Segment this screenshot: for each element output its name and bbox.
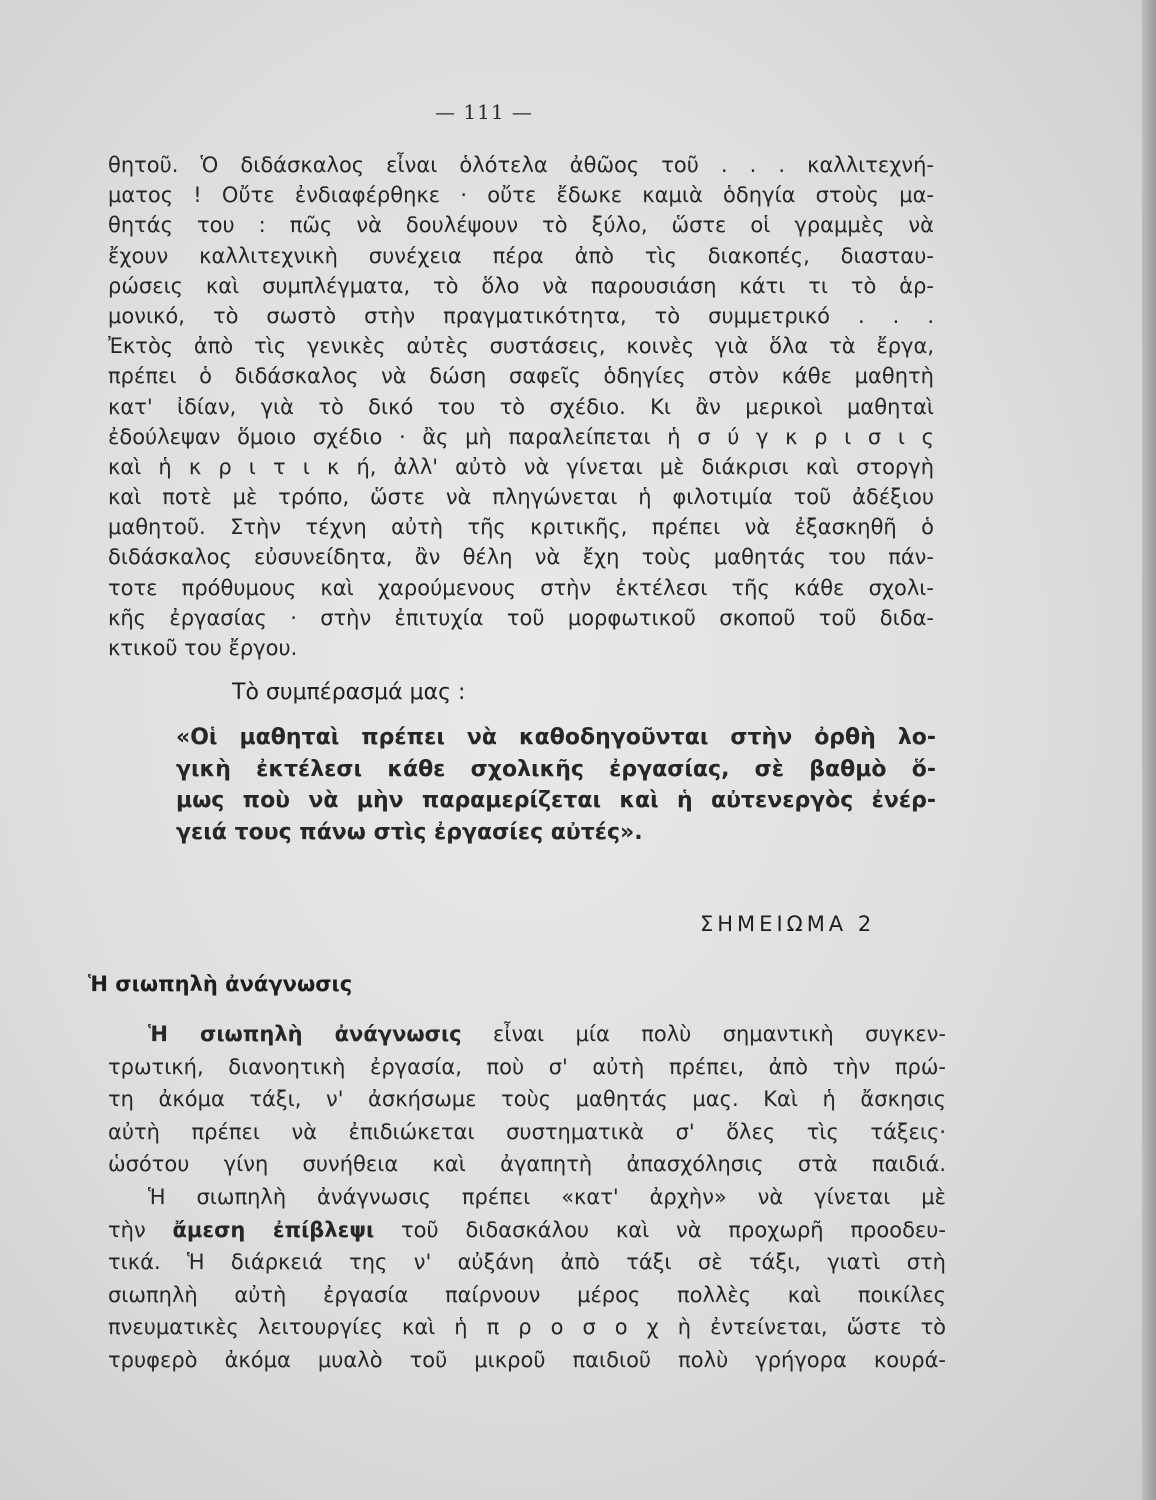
text-span: τὴν — [108, 1217, 173, 1242]
text-line: τικά. Ἡ διάρκειά της ν' αὐξάνη ἀπὸ τάξι σὲ τάξι, γιατὶ στὴ — [108, 1250, 946, 1275]
text-line: καὶ ἡ κ ρ ι τ ι κ ή, ἀλλ' αὐτὸ νὰ γίνεται μὲ διάκρισι καὶ στοργὴ — [108, 454, 934, 479]
text-line — [108, 1018, 946, 1051]
text-line — [108, 1214, 946, 1247]
conclusion-line: γικὴ ἐκτέλεσι κάθε σχολικῆς ἐργασίας, σὲ βαθμὸ ὅ- — [176, 756, 936, 782]
text-line: τοτε πρόθυμους καὶ χαρούμενους στὴν ἐκτέλεσι τῆς κάθε σχολι- — [108, 575, 934, 600]
text-line: Ἐκτὸς ἀπὸ τὶς γενικὲς αὐτὲς συστάσεις, κοινὲς γιὰ ὅλα τὰ ἔργα, — [108, 334, 934, 359]
text-line: ὡσότου γίνη συνήθεια καὶ ἀγαπητὴ ἀπασχόλησις στὰ παιδιά. — [108, 1152, 946, 1177]
text-line: ἔχουν καλλιτεχνικὴ συνέχεια πέρα ἀπὸ τὶς διακοπές, διασταυ- — [108, 243, 934, 268]
text-line: μαθητοῦ. Στὴν τέχνη αὐτὴ τῆς κριτικῆς, πρέπει νὰ ἐξασκηθῆ ὁ — [108, 515, 934, 540]
text-line: αὐτὴ πρέπει νὰ ἐπιδιώκεται συστηματικὰ σ' ὅλες τὶς τάξεις· — [108, 1119, 946, 1144]
lead-rest: εἶναι μία πολὺ σημαντικὴ συγκεν- — [461, 1022, 946, 1046]
conclusion-line: «Οἱ μαθηταὶ πρέπει νὰ καθοδηγοῦνται στὴν ὀρθὴ λο- — [176, 725, 936, 750]
text-line: κατ' ἰδίαν, γιὰ τὸ δικό του τὸ σχέδιο. Κι ἂν μερικοὶ μαθηταὶ — [108, 394, 934, 419]
text-line: ματος ! Οὔτε ἐνδιαφέρθηκε · οὔτε ἔδωκε καμιὰ ὁδηγία στοὺς μα- — [108, 183, 934, 208]
paragraph-2 — [108, 1018, 946, 1377]
page-number: — 111 — — [435, 100, 533, 124]
text-span: τοῦ διδασκάλου καὶ νὰ προχωρῆ προοδευ- — [374, 1217, 946, 1242]
text-line: πνευματικὲς λειτουργίες καὶ ἡ π ρ ο σ ο χ ὴ ἐντείνεται, ὥστε τὸ — [108, 1315, 946, 1340]
text-line: θητάς του : πῶς νὰ δουλέψουν τὸ ξύλο, ὥστε οἱ γραμμὲς νὰ — [108, 213, 934, 238]
conclusion-quote — [176, 722, 936, 848]
text-line: τρωτική, διανοητικὴ ἐργασία, ποὺ σ' αὐτὴ πρέπει, ἀπὸ τὴν πρώ- — [108, 1054, 946, 1079]
bold-term: ἄμεση ἐπίβλεψι — [172, 1217, 375, 1242]
text-line: πρέπει ὁ διδάσκαλος νὰ δώση σαφεῖς ὁδηγίες στὸν κάθε μαθητὴ — [108, 364, 934, 389]
text-line: κῆς ἐργασίας · στὴν ἐπιτυχία τοῦ μορφωτικοῦ σκοποῦ τοῦ διδα- — [108, 605, 934, 630]
text-line: θητοῦ. Ὁ διδάσκαλος εἶναι ὁλότελα ἀθῶος τοῦ . . . καλλιτεχνή- — [108, 153, 934, 177]
lead-term: Ἡ σιωπηλὴ ἀνάγνωσις — [148, 1022, 462, 1046]
paragraph-1 — [108, 150, 934, 663]
text-line: μονικό, τὸ σωστὸ στὴν πραγματικότητα, τὸ συμμετρικό . . . — [108, 303, 934, 328]
conclusion-line: γειά τους πάνω στὶς ἐργασίες αὐτές». — [176, 819, 643, 845]
section-title: Ἡ σιωπηλὴ ἀνάγνωσις — [88, 972, 353, 996]
text-line: κτικοῦ του ἔργου. — [108, 636, 298, 660]
text-line: Ἡ σιωπηλὴ ἀνάγνωσις πρέπει «κατ' ἀρχὴν» νὰ γίνεται μὲ — [148, 1184, 946, 1209]
text-line: τη ἀκόμα τάξι, ν' ἀσκήσωμε τοὺς μαθητάς μας. Καὶ ἡ ἄσκησις — [108, 1087, 946, 1112]
text-line: ρώσεις καὶ συμπλέγματα, τὸ ὅλο νὰ παρουσιάση κάτι τι τὸ ἁρ- — [108, 273, 934, 298]
text-line: ἐδούλεψαν ὅμοιο σχέδιο · ἂς μὴ παραλείπεται ἡ σ ύ γ κ ρ ι σ ι ς — [108, 424, 934, 449]
conclusion-heading: Τὸ συμπέρασμά μας : — [232, 680, 466, 705]
text-line: σιωπηλὴ αὐτὴ ἐργασία παίρνουν μέρος πολλὲς καὶ ποικίλες — [108, 1282, 946, 1307]
text-line: καὶ ποτὲ μὲ τρόπο, ὥστε νὰ πληγώνεται ἡ φιλοτιμία τοῦ ἀδέξιου — [108, 485, 934, 510]
text-line: τρυφερὸ ἀκόμα μυαλὸ τοῦ μικροῦ παιδιοῦ πολὺ γρήγορα κουρά- — [108, 1347, 946, 1372]
text-line: διδάσκαλος εὐσυνείδητα, ἂν θέλη νὰ ἔχη τοὺς μαθητάς του πάν- — [108, 545, 934, 570]
conclusion-line: μως ποὺ νὰ μὴν παραμερίζεται καὶ ἡ αὐτενεργὸς ἐνέρ- — [176, 788, 936, 813]
page-edge — [1142, 0, 1156, 1500]
note-label: ΣΗΜΕΙΩΜΑ 2 — [700, 912, 876, 936]
